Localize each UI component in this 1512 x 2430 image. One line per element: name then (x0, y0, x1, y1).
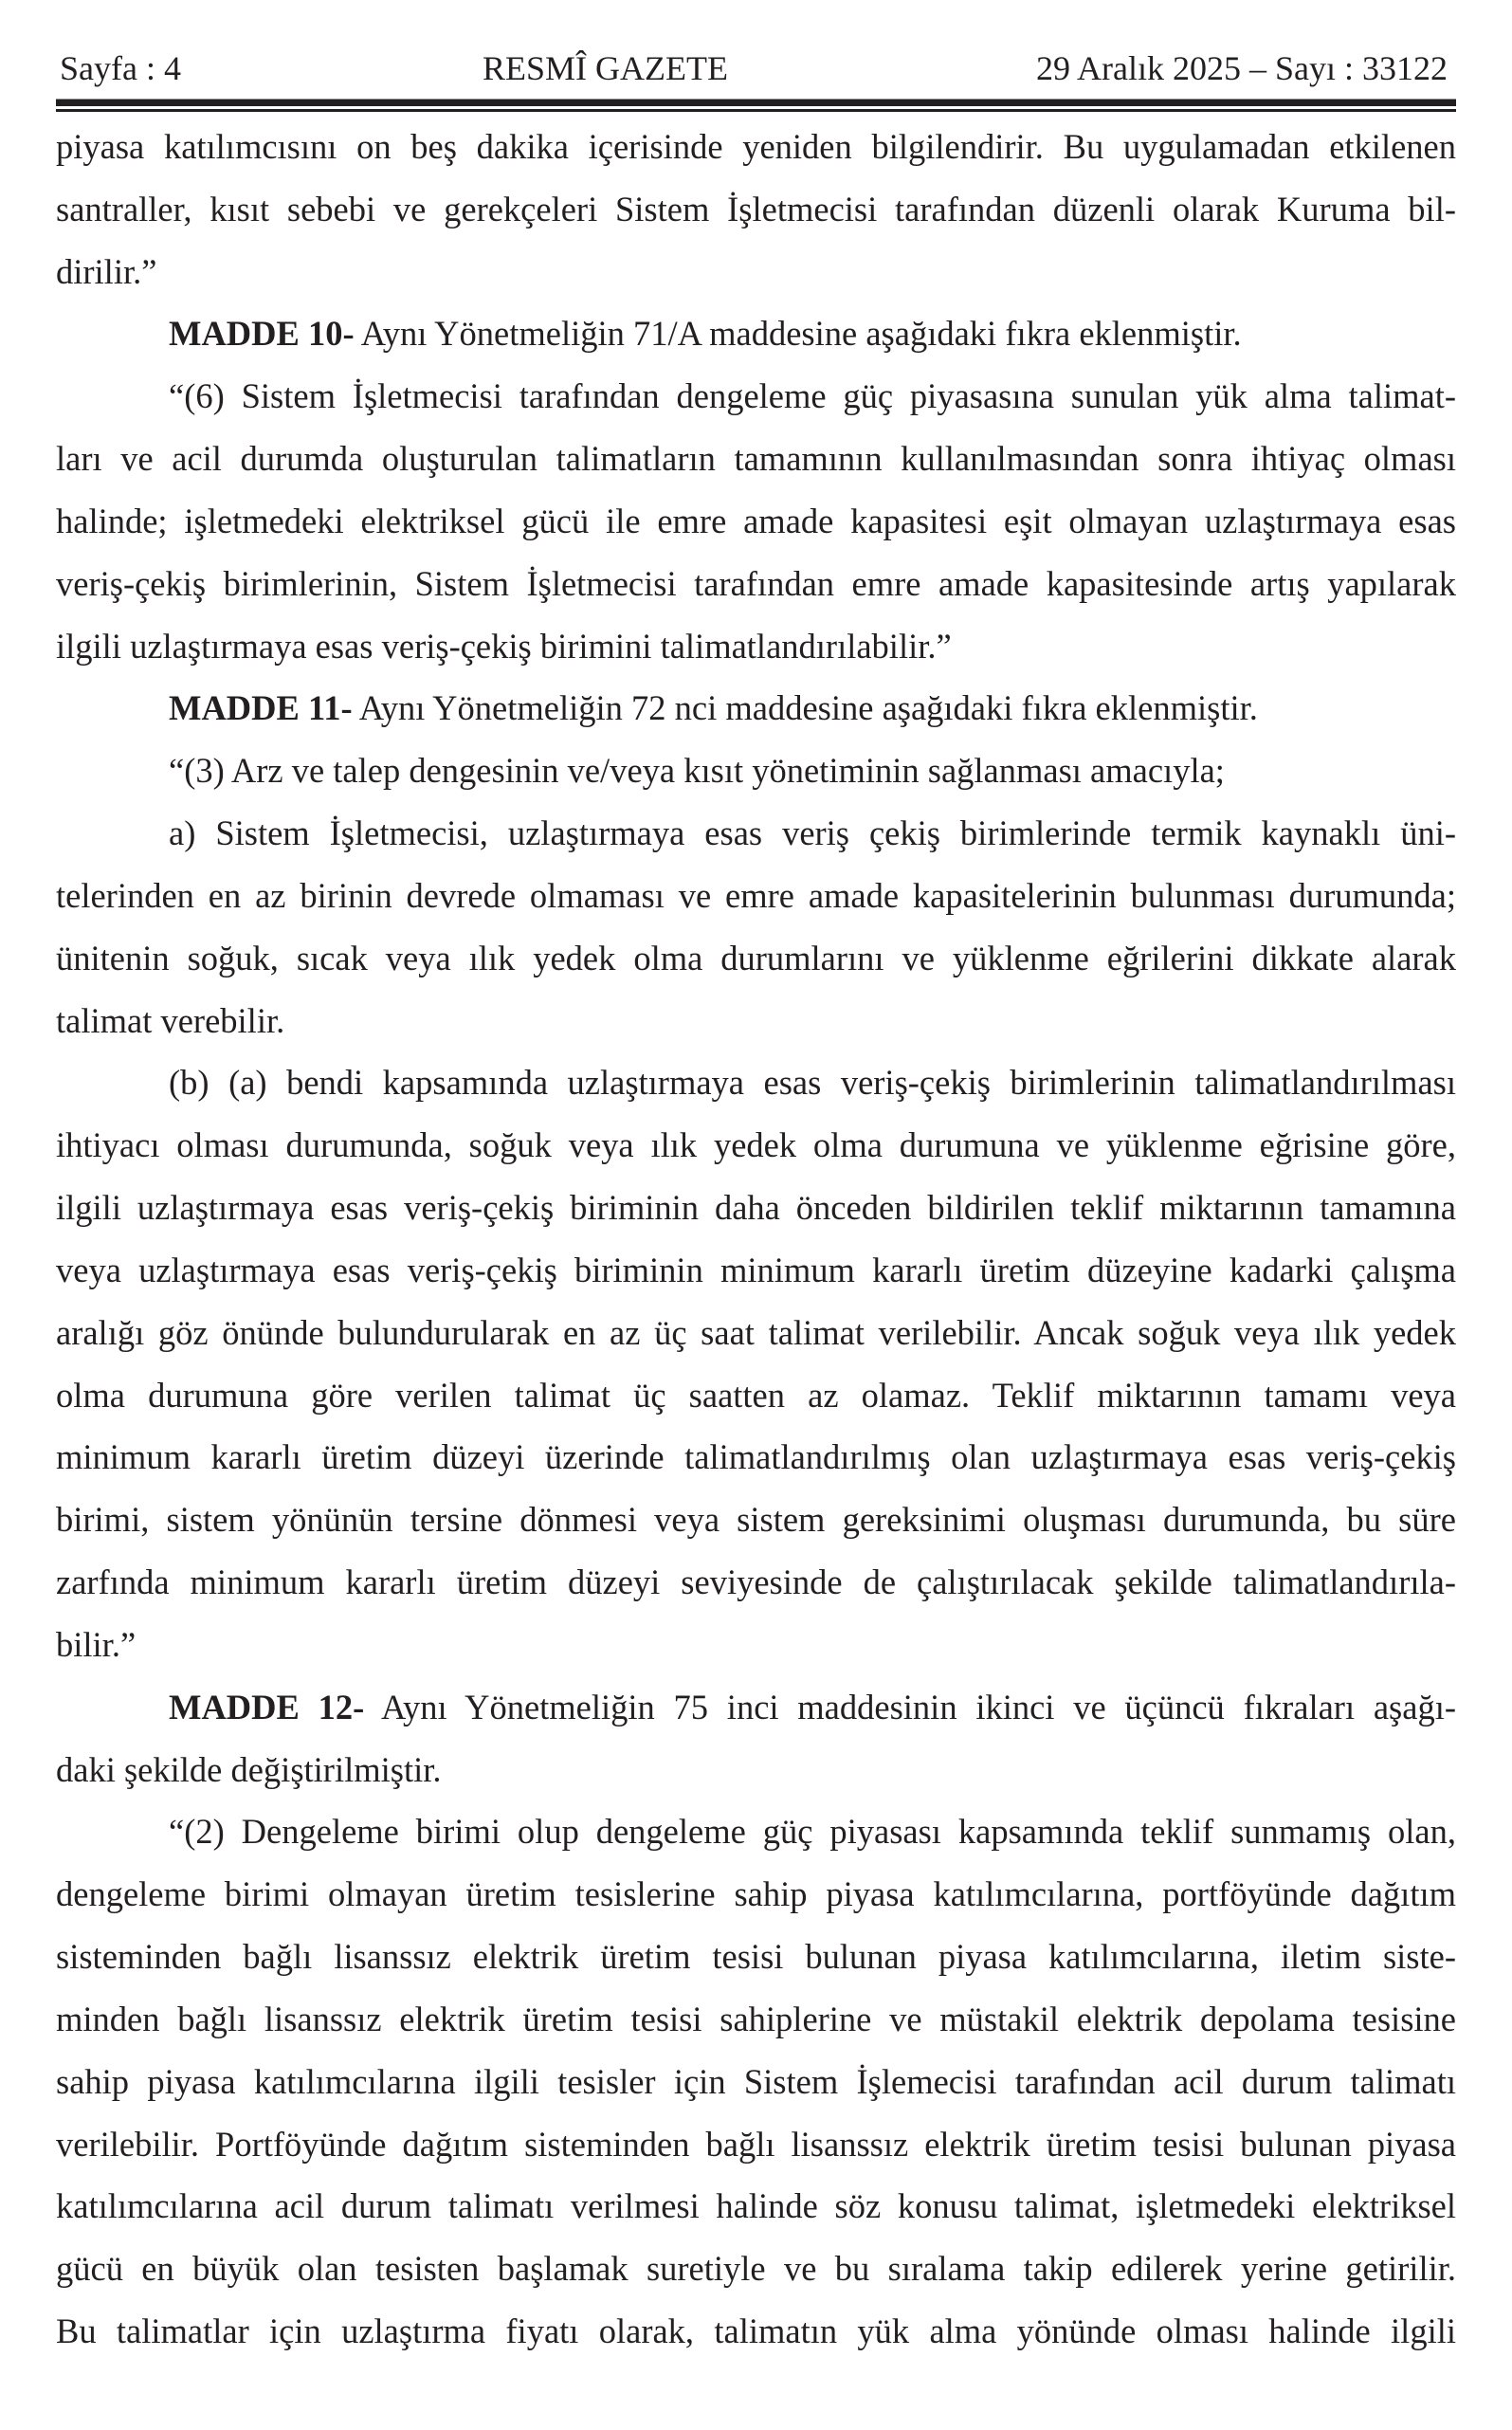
line-text: talimat verebilir. (56, 1000, 285, 1040)
line-text: ünitenin soğuk, sıcak veya ılık yedek olma durumlarını ve yüklenme eğrilerini dikkate alarak (56, 938, 1456, 977)
line-text: bilir.” (56, 1624, 137, 1664)
line-text: piyasa katılımcısını on beş dakika içerisinde yeniden bilgilendirir. Bu uygulamadan etkilenen (56, 127, 1456, 166)
text-line (56, 365, 1456, 428)
article-label: MADDE 12- (169, 1687, 365, 1727)
line-text: MADDE 12- Aynı Yönetmeliğin 75 inci maddesinin ikinci ve üçüncü fıkraları aşağı- (169, 1687, 1457, 1727)
text-line (56, 1489, 1456, 1551)
line-text: Bu talimatlar için uzlaştırma fiyatı olarak, talimatın yük alma yönünde olması halinde ilgili (56, 2311, 1456, 2350)
text-line (56, 178, 1456, 241)
text-line (56, 2051, 1456, 2113)
page-number: Sayfa : 4 (60, 49, 181, 87)
line-text: MADDE 11- Aynı Yönetmeliğin 72 nci maddesine aşağıdaki fıkra eklenmiştir. (169, 688, 1258, 728)
text-line (56, 1614, 1456, 1676)
line-text: a) Sistem İşletmecisi, uzlaştırmaya esas veriş çekiş birimlerinde termik kaynaklı üni- (169, 813, 1456, 853)
page-header (56, 0, 1456, 114)
line-text: (b) (a) bendi kapsamında uzlaştırmaya esas veriş-çekiş birimlerinin talimatlandırılması (169, 1063, 1456, 1103)
line-text: katılımcılarına acil durum talimatı verilmesi halinde söz konusu talimat, işletmedeki elektriksel (56, 2186, 1456, 2226)
text-line (56, 1364, 1456, 1427)
line-text: “(6) Sistem İşletmecisi tarafından dengeleme güç piyasasına sunulan yük alma talimat- (169, 376, 1456, 416)
text-line (56, 241, 1456, 303)
header-rule-thin (56, 109, 1456, 112)
article-12-heading (56, 1676, 1456, 1739)
line-text: ları ve acil durumda oluşturulan talimatların tamamının kullanılmasından sonra ihtiyaç olması (56, 439, 1456, 479)
line-text: daki şekilde değiştirilmiştir. (56, 1749, 442, 1789)
line-text: aralığı göz önünde bulundurularak en az üç saat talimat verilebilir. Ancak soğuk veya ılık yedek (56, 1312, 1456, 1352)
article-label: MADDE 10- (169, 314, 355, 354)
line-text: “(2) Dengeleme birimi olup dengeleme güç piyasası kapsamında teklif sunmamış olan, (169, 1812, 1456, 1852)
text-line (56, 1239, 1456, 1302)
text-line (56, 1177, 1456, 1239)
text-line (56, 1302, 1456, 1364)
text-line (56, 1114, 1456, 1177)
line-text: “(3) Arz ve talep dengesinin ve/veya kısıt yönetiminin sağlanması amacıyla; (169, 751, 1225, 791)
line-text: halinde; işletmedeki elektriksel gücü ile emre amade kapasitesi eşit olmayan uzlaştırmaya esas (56, 501, 1456, 540)
line-text: gücü en büyük olan tesisten başlamak suretiyle ve bu sıralama takip edilerek yerine getirilir. (56, 2249, 1456, 2289)
text-line (56, 1926, 1456, 1988)
text-line (56, 865, 1456, 927)
line-text: ihtiyacı olması durumunda, soğuk veya ılık yedek olma durumuna ve yüklenme eğrisine göre, (56, 1125, 1456, 1165)
text-line (56, 1426, 1456, 1489)
text-line (56, 1800, 1456, 1863)
line-text: ilgili uzlaştırmaya esas veriş-çekiş birimini talimatlandırılabilir.” (56, 626, 952, 666)
text-line (56, 1863, 1456, 1926)
line-text: ilgili uzlaştırmaya esas veriş-çekiş biriminin daha önceden bildirilen teklif miktarının tamamına (56, 1188, 1456, 1228)
line-text: dirilir.” (56, 251, 157, 291)
text-line (56, 802, 1456, 865)
text-line (56, 1739, 1456, 1801)
line-text: veya uzlaştırmaya esas veriş-çekiş biriminin minimum kararlı üretim düzeyine kadarki çalışma (56, 1250, 1456, 1289)
article-label: MADDE 11- (169, 688, 353, 728)
line-text: minden bağlı lisanssız elektrik üretim tesisi sahiplerine ve müstakil elektrik depolama tesisine (56, 1999, 1456, 2038)
publication-title: RESMÎ GAZETE (483, 49, 728, 87)
line-text: birimi, sistem yönünün tersine dönmesi veya sistem gereksinimi oluşması durumunda, bu süre (56, 1500, 1456, 1540)
line-text: sahip piyasa katılımcılarına ilgili tesisler için Sistem İşlemecisi tarafından acil durum talimatı (56, 2061, 1456, 2101)
text-line (56, 553, 1456, 615)
date-and-issue: 29 Aralık 2025 – Sayı : 33122 (1036, 49, 1448, 87)
text-line (56, 116, 1456, 178)
text-line (56, 1051, 1456, 1114)
line-text: santraller, kısıt sebebi ve gerekçeleri Sistem İşletmecisi tarafından düzenli olarak Kuruma bil- (56, 189, 1456, 228)
text-line (56, 490, 1456, 553)
document-body (56, 116, 1456, 2363)
text-line (56, 615, 1456, 678)
line-text: olma durumuna göre verilen talimat üç saatten az olamaz. Teklif miktarının tamamı veya (56, 1375, 1456, 1415)
line-text: dengeleme birimi olmayan üretim tesislerine sahip piyasa katılımcılarına, portföyünde dağıtım (56, 1874, 1456, 1914)
line-text: MADDE 10- Aynı Yönetmeliğin 71/A maddesine aşağıdaki fıkra eklenmiştir. (169, 314, 1242, 354)
text-line (56, 1988, 1456, 2051)
text-line (56, 990, 1456, 1052)
text-line (56, 2238, 1456, 2300)
header-rule-thick (56, 99, 1456, 106)
text-line (56, 428, 1456, 490)
text-line (56, 2175, 1456, 2238)
text-line (56, 927, 1456, 990)
text-line (56, 2300, 1456, 2363)
article-11-heading (56, 677, 1456, 740)
text-line (56, 2113, 1456, 2176)
article-10-heading (56, 302, 1456, 365)
line-text: zarfında minimum kararlı üretim düzeyi seviyesinde de çalıştırılacak şekilde talimatlandırıla- (56, 1562, 1456, 1602)
text-line (56, 1551, 1456, 1614)
line-text: sisteminden bağlı lisanssız elektrik üretim tesisi bulunan piyasa katılımcılarına, iletim siste- (56, 1937, 1456, 1977)
line-text: verilebilir. Portföyünde dağıtım sisteminden bağlı lisanssız elektrik üretim tesisi bulunan piyasa (56, 2124, 1456, 2164)
line-text: minimum kararlı üretim düzeyi üzerinde talimatlandırılmış olan uzlaştırmaya esas veriş-çekiş (56, 1437, 1456, 1477)
text-line (56, 740, 1456, 802)
line-text: veriş-çekiş birimlerinin, Sistem İşletmecisi tarafından emre amade kapasitesinde artış yapılarak (56, 563, 1456, 603)
line-text: telerinden en az birinin devrede olmaması ve emre amade kapasitelerinin bulunması durumunda; (56, 875, 1456, 915)
